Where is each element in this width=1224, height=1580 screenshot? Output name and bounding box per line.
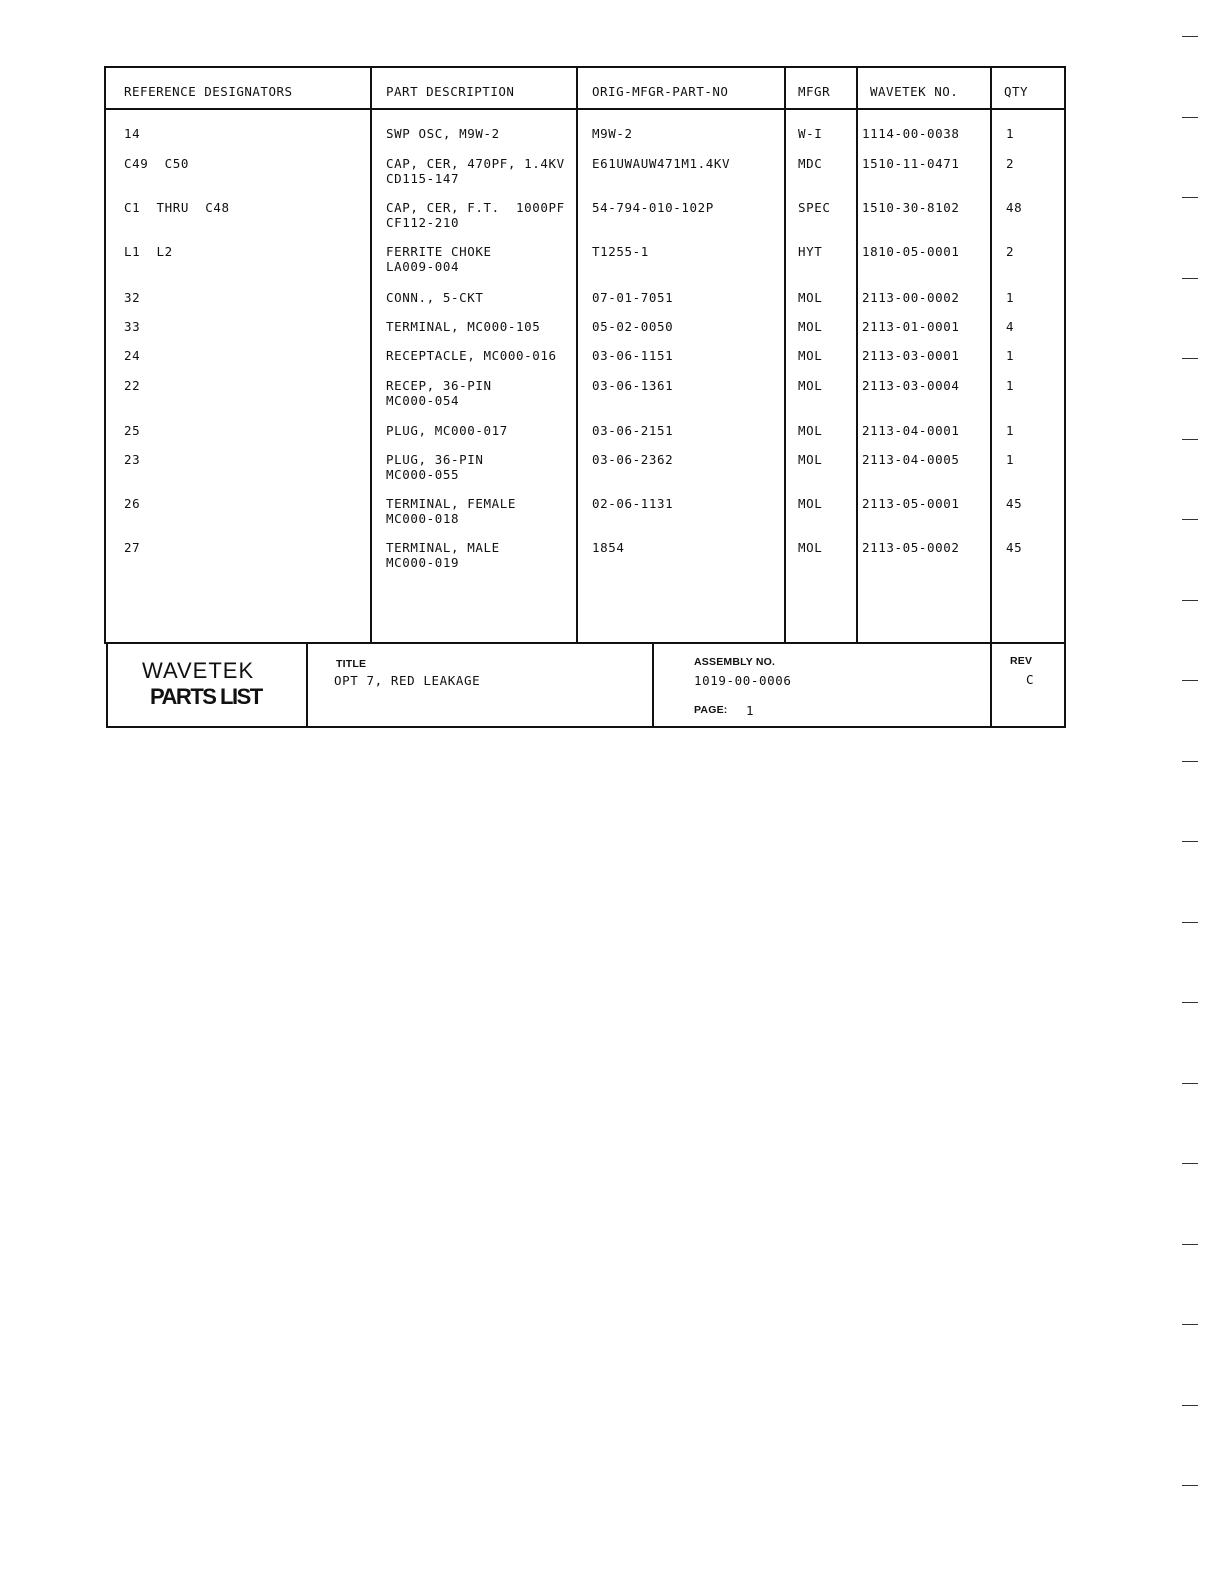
edge-tick-mark [1182,278,1198,279]
title-block [106,644,1066,728]
cell-mfgr: MOL [798,540,823,555]
cell-mfgr: MDC [798,156,823,171]
cell-orig-part-no: 03-06-1361 [592,378,674,393]
cell-reference: 32 [124,290,141,305]
cell-qty: 1 [1006,378,1015,393]
cell-description: FERRITE CHOKE LA009-004 [386,244,492,274]
cell-wavetek-no: 1510-30-8102 [862,200,960,215]
header-orig-mfgr-part-no: ORIG-MFGR-PART-NO [592,84,729,99]
cell-wavetek-no: 2113-03-0001 [862,348,960,363]
cell-wavetek-no: 2113-01-0001 [862,319,960,334]
document-type: PARTS LIST [150,684,262,709]
cell-description: PLUG, 36-PIN MC000-055 [386,452,484,482]
cell-qty: 1 [1006,290,1015,305]
cell-qty: 1 [1006,452,1015,467]
cell-wavetek-no: 1810-05-0001 [862,244,960,259]
cell-qty: 1 [1006,126,1015,141]
cell-wavetek-no: 2113-05-0002 [862,540,960,555]
cell-orig-part-no: 02-06-1131 [592,496,674,511]
cell-mfgr: MOL [798,423,823,438]
cell-mfgr: W-I [798,126,823,141]
cell-orig-part-no: M9W-2 [592,126,633,141]
cell-wavetek-no: 2113-04-0005 [862,452,960,467]
cell-qty: 48 [1006,200,1023,215]
cell-reference: C1 THRU C48 [124,200,230,215]
header-reference-designators: REFERENCE DESIGNATORS [124,84,293,99]
cell-mfgr: MOL [798,378,823,393]
cell-reference: L1 L2 [124,244,173,259]
page-number: 1 [746,703,755,718]
edge-tick-mark [1182,358,1198,359]
cell-qty: 45 [1006,496,1023,511]
cell-mfgr: MOL [798,452,823,467]
header-qty: QTY [1004,84,1029,99]
column-divider [784,68,786,642]
column-divider [370,68,372,642]
cell-description: CAP, CER, F.T. 1000PF CF112-210 [386,200,565,230]
title-block-divider [306,644,308,726]
column-divider [990,68,992,642]
cell-orig-part-no: E61UWAUW471M1.4KV [592,156,731,171]
header-mfgr: MFGR [798,84,831,99]
cell-reference: C49 C50 [124,156,190,171]
assembly-label: ASSEMBLY NO. [694,656,776,668]
edge-tick-mark [1182,922,1198,923]
cell-mfgr: MOL [798,348,823,363]
edge-tick-mark [1182,680,1198,681]
cell-reference: 33 [124,319,141,334]
title-label: TITLE [336,658,367,670]
edge-tick-mark [1182,841,1198,842]
cell-description: SWP OSC, M9W-2 [386,126,500,141]
cell-wavetek-no: 2113-05-0001 [862,496,960,511]
header-part-description: PART DESCRIPTION [386,84,515,99]
cell-orig-part-no: T1255-1 [592,244,649,259]
cell-orig-part-no: 54-794-010-102P [592,200,714,215]
cell-qty: 2 [1006,244,1015,259]
edge-tick-mark [1182,1485,1198,1486]
edge-tick-mark [1182,439,1198,440]
cell-qty: 1 [1006,348,1015,363]
column-divider [856,68,858,642]
rev-label: REV [1010,655,1033,667]
cell-mfgr: SPEC [798,200,831,215]
cell-mfgr: MOL [798,319,823,334]
edge-tick-mark [1182,1244,1198,1245]
rev-value: C [1026,672,1035,687]
title-block-divider [652,644,654,726]
cell-reference: 24 [124,348,141,363]
edge-tick-mark [1182,1083,1198,1084]
cell-qty: 45 [1006,540,1023,555]
cell-qty: 1 [1006,423,1015,438]
cell-reference: 22 [124,378,141,393]
edge-tick-mark [1182,1002,1198,1003]
edge-tick-mark [1182,761,1198,762]
edge-tick-mark [1182,1405,1198,1406]
header-wavetek-no: WAVETEK NO. [870,84,959,99]
cell-wavetek-no: 2113-00-0002 [862,290,960,305]
cell-reference: 14 [124,126,141,141]
edge-tick-mark [1182,600,1198,601]
title-block-divider [990,644,992,726]
cell-mfgr: HYT [798,244,823,259]
cell-orig-part-no: 1854 [592,540,625,555]
column-divider [576,68,578,642]
page-label: PAGE: [694,704,728,716]
cell-reference: 26 [124,496,141,511]
cell-reference: 23 [124,452,141,467]
header-divider [106,108,1064,110]
cell-wavetek-no: 2113-03-0004 [862,378,960,393]
edge-tick-mark [1182,117,1198,118]
cell-reference: 27 [124,540,141,555]
cell-mfgr: MOL [798,290,823,305]
edge-tick-mark [1182,1324,1198,1325]
cell-wavetek-no: 2113-04-0001 [862,423,960,438]
cell-mfgr: MOL [798,496,823,511]
edge-tick-mark [1182,197,1198,198]
cell-description: TERMINAL, MALE MC000-019 [386,540,500,570]
edge-tick-mark [1182,519,1198,520]
cell-wavetek-no: 1114-00-0038 [862,126,960,141]
cell-description: TERMINAL, MC000-105 [386,319,541,334]
parts-table [104,66,1066,644]
assembly-number: 1019-00-0006 [694,673,792,688]
cell-reference: 25 [124,423,141,438]
cell-description: RECEP, 36-PIN MC000-054 [386,378,492,408]
cell-orig-part-no: 07-01-7051 [592,290,674,305]
cell-description: CONN., 5-CKT [386,290,484,305]
document-title: OPT 7, RED LEAKAGE [334,673,481,688]
cell-qty: 2 [1006,156,1015,171]
edge-tick-mark [1182,36,1198,37]
edge-tick-mark [1182,1163,1198,1164]
wavetek-logo: WAVETEK [142,658,255,683]
cell-orig-part-no: 03-06-2362 [592,452,674,467]
cell-description: RECEPTACLE, MC000-016 [386,348,557,363]
cell-orig-part-no: 05-02-0050 [592,319,674,334]
cell-description: TERMINAL, FEMALE MC000-018 [386,496,517,526]
cell-wavetek-no: 1510-11-0471 [862,156,960,171]
cell-orig-part-no: 03-06-2151 [592,423,674,438]
cell-qty: 4 [1006,319,1015,334]
cell-orig-part-no: 03-06-1151 [592,348,674,363]
cell-description: PLUG, MC000-017 [386,423,508,438]
cell-description: CAP, CER, 470PF, 1.4KV CD115-147 [386,156,565,186]
